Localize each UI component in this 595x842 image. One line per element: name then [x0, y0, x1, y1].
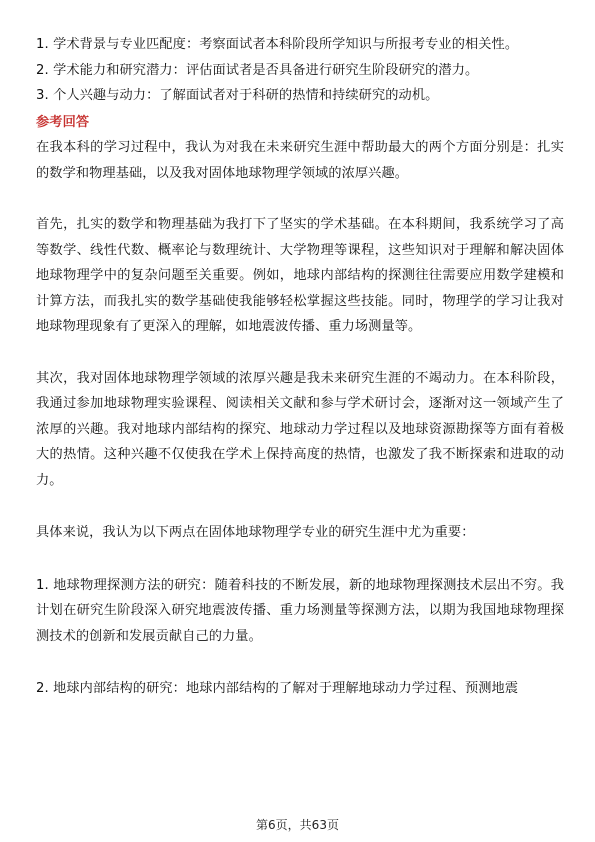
answer-paragraph: 首先，扎实的数学和物理基础为我打下了坚实的学术基础。在本科期间，我系统学习了高等数学、线性代数、概率论与数理统计、大学物理等课程，这些知识对于理解和解决固体地球物理学中的复杂问题至关重要。例如，地球内部结构的探测往往需要应用数学建模和计算方法，而我扎实的数学基础使我能够轻松掌握这些技能。同时，物理学的学习让我对地球物理现象有了更深入的理解，如地震波传播、重力场测量等。: [36, 217, 564, 334]
answer-heading: 参考回答: [36, 114, 90, 130]
criterion-item: 3. 个人兴趣与动力：了解面试者对于科研的热情和持续研究的动机。: [36, 88, 439, 103]
answer-paragraph: 其次，我对固体地球物理学领域的浓厚兴趣是我未来研究生涯的不竭动力。在本科阶段，我通过参加地球物理实验课程、阅读相关文献和参与学术研讨会，逐渐对这一领域产生了浓厚的兴趣。我对地球内部结构的探究、地球动力学过程以及地球资源勘探等方面有着极大的热情。这种兴趣不仅使我在学术上保持高度的热情，也激发了我不断探索和进取的动力。: [36, 370, 564, 488]
answer-paragraph: 具体来说，我认为以下两点在固体地球物理学专业的研究生涯中尤为重要：: [36, 525, 475, 540]
answer-paragraph: 1. 地球物理探测方法的研究：随着科技的不断发展，新的地球物理探测技术层出不穷。我计划在研究生阶段深入研究地震波传播、重力场测量等探测方法，以期为我国地球物理探测技术的创新和发展贡献自己的力量。: [36, 577, 564, 644]
page-number-footer: 第6页，共63页: [256, 818, 339, 832]
criterion-item: 2. 学术能力和研究潜力：评估面试者是否具备进行研究生阶段研究的潜力。: [36, 62, 479, 78]
answer-paragraph: 在我本科的学习过程中，我认为对我在未来研究生涯中帮助最大的两个方面分别是：扎实的数学和物理基础，以及我对固体地球物理学领域的浓厚兴趣。: [36, 140, 564, 181]
page-content: [36, 32, 564, 702]
criterion-item: 1. 学术背景与专业匹配度：考察面试者本科阶段所学知识与所报考专业的相关性。: [36, 37, 519, 52]
answer-paragraph: 2. 地球内部结构的研究：地球内部结构的了解对于理解地球动力学过程、预测地震: [36, 681, 519, 696]
